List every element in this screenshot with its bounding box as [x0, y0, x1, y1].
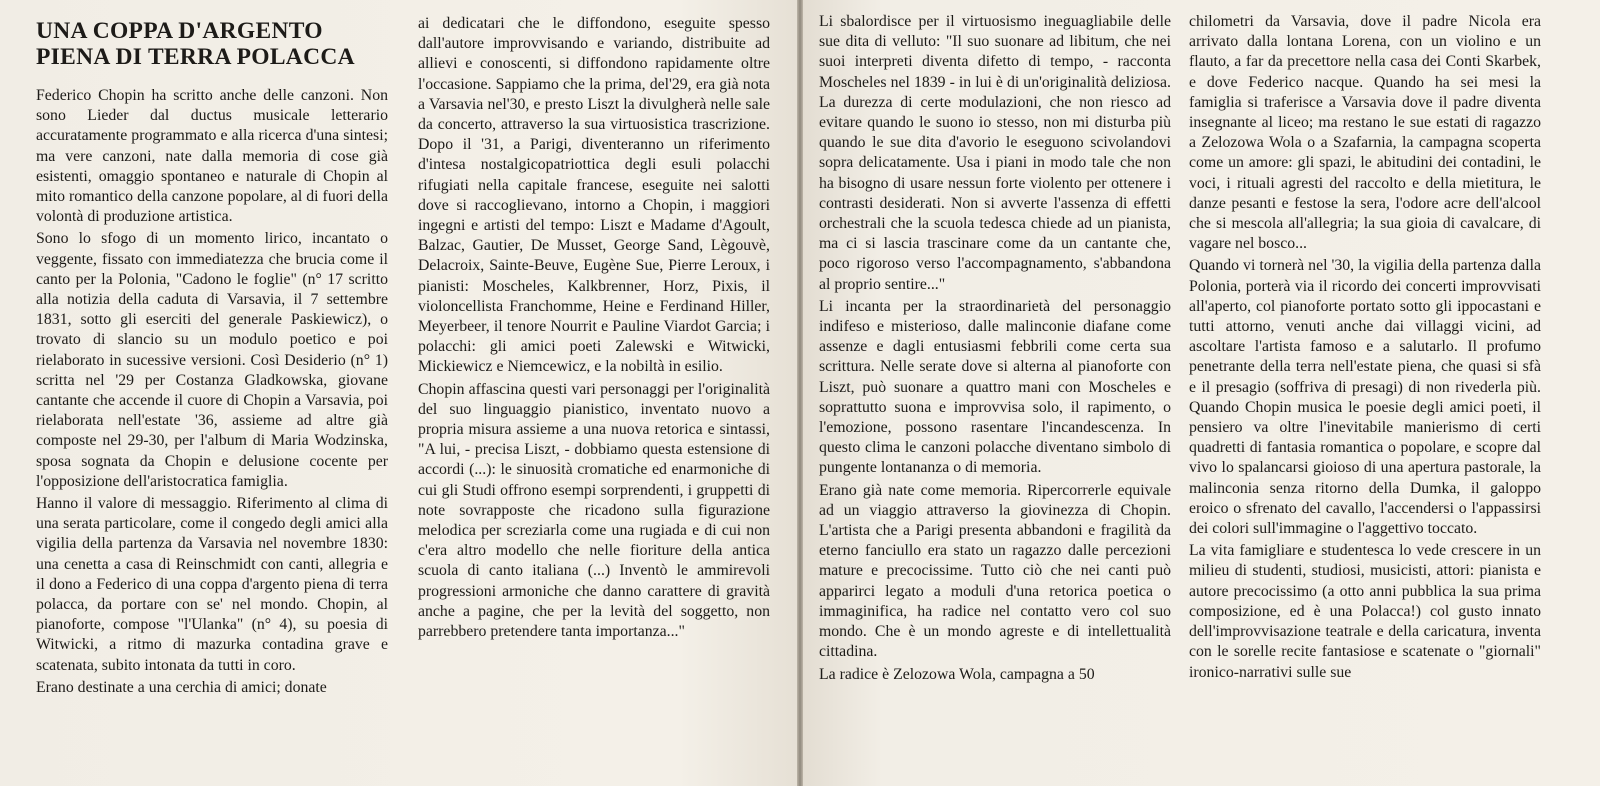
paragraph: La radice è Zelozowa Wola, campagna a 50 [819, 665, 1095, 683]
paragraph: Chopin affascina questi vari personaggi per l'originalità del suo linguaggio pianistico, inventato nuovo a propria misura assieme a una nuova retorica e sintassi, "A lui, - precisa Liszt, - dobbiamo questa estensione di accordi (...): le sinuosità cromatiche ed enarmoniche di cui gli Studi offrono esempi sorprendenti, i gruppetti di note sovrapposte che ricadono sulla figurazione melodica per screziarla come una rugiada e di cui non c'era altro modello che nelle fioriture della antica scuola di canto italiana (...) Inventò le ammirevoli progressioni armoniche che danno carattere di gravità anche a pagine, che per la levità del soggetto, non parrebbero pretendere tanta importanza..." [418, 380, 770, 641]
paragraph: Hanno il valore di messaggio. Riferimento al clima di una serata particolare, come il congedo degli amici alla vigilia della partenza da Varsavia nel novembre 1830: una cenetta a casa di Reinschmidt con canti, allegria e il dono a Federico di una coppa d'argento piena di terra polacca, da portare con se' nel mondo. Chopin, al pianoforte, compose "l'Ulanka" (n° 4), su poesia di Witwicki, a ritmo di mazurka contadina grave e scatenata, subito intonata da tutti in coro. [36, 495, 388, 674]
paragraph: Federico Chopin ha scritto anche delle canzoni. Non sono Lieder dal ductus musicale letterario accuratamente programmato e alla ricerca d'una sintesi; ma vere canzoni, nate dalla memoria di cose già esistenti, omaggio spontaneo e naturale di Chopin al mito romantico della canzone popolare, al di fuori della volontà di produzione artistica. [36, 87, 388, 226]
title-line-2: PIENA DI TERRA POLACCA [36, 44, 355, 70]
paragraph: Li incanta per la straordinarietà del personaggio indifeso e misterioso, dalle malinconie diafane come assenze e dagli entusiasmi febbrili come certa sua scrittura. Nelle serate dove si alterna al pianoforte con Liszt, può suonare a quattro mani con Moscheles e soprattutto suona e improvvisa solo, il rapimento, o l'emozione, possono rasentare l'incandescenza. In questo clima le canzoni polacche diventano simbolo di pungente lontananza o di memoria. [819, 297, 1171, 477]
paragraph: Sono lo sfogo di un momento lirico, incantato o veggente, fissato con immediatezza che brucia come il canto per la Polonia, "Cadono le foglie" (n° 17 scritto alla notizia della caduta di Varsavia, il 7 settembre 1831, sotto gli eserciti del generale Paskiewicz), o trovato di slancio su un modulo poetico e poi rielaborato in sucessive versioni. Così Desiderio (n° 1) scritta nel '29 per Costanza Gladkowska, giovane cantante che accende il cuore di Chopin a Varsavia, poi rielaborata nell'estate '36, assieme ad altre già composte nel 29-30, per l'album di Maria Wodzinska, sposa sognata da Chopin e delusione cocente per l'opposizione dell'aristocratica famiglia. [36, 230, 388, 490]
paragraph: chilometri da Varsavia, dove il padre Nicola era arrivato dalla lontana Lorena, con un violino e un flauto, a far da precettore nella casa dei Conti Skarbek, e dove Federico nacque. Quando ha sei mesi la famiglia si traferisce a Varsavia dove il padre diventa insegnante al liceo; ma restano le sue estati di ragazzo a Zelozowa Wola o a Szafarnia, la campagna scoperta come un amore: gli spazi, le abitudini dei contadini, le voci, i rituali agresti del raccolto e della mietitura, le danze pesanti e festose la sera, l'odore acre dell'alcool che si mescola all'allegria; la sua gioia di cavalcare, di vagare nel bosco... [1189, 13, 1541, 253]
article-title [36, 18, 388, 70]
paragraph: Erano destinate a una cerchia di amici; donate [36, 678, 327, 696]
paragraph: Erano già nate come memoria. Ripercorrerle equivale ad un viaggio attraverso la giovinezza di Chopin. L'artista che a Parigi presenta abbandoni e fragilità da eterno fanciullo era stato un ragazzo dalle percezioni mature e precocissime. Tutto ciò che nei canti può apparirci legato a moduli d'una retorica poetica o immaginifica, ha radice nel contatto vero col suo mondo. Che è un mondo agreste e di intellettualità cittadina. [819, 481, 1171, 661]
title-line-1: UNA COPPA D'ARGENTO [36, 18, 323, 44]
text-column-3 [819, 12, 1171, 784]
text-column-1 [36, 14, 388, 786]
text-column-2 [418, 14, 770, 786]
paragraph: Quando vi tornerà nel '30, la vigilia della partenza dalla Polonia, porterà via il ricordo dei concerti improvvisati all'aperto, col pianoforte portato sotto gli ippocastani e tutti attorno, venuti anche dai villaggi vicini, ad ascoltare l'artista famoso e a salutarlo. Il profumo penetrante della terra nell'estate piena, che quasi si sfà e il presagio (soffriva di presagi) di non rivederla più. Quando Chopin musica le poesie degli amici poeti, il pensiero va oltre l'inevitabile manierismo di certi quadretti di fantasia romantica o popolare, e scopre dal vivo lo spalancarsi gioioso di una apertura pastorale, la malinconia senza ritorno della Dumka, il galoppo eroico o sfrenato del cavallo, l'accendersi o l'appassirsi dei colori sull'immagine o l'aggettivo toccato. [1189, 257, 1541, 538]
paragraph: Li sbalordisce per il virtuosismo ineguagliabile delle sue dita di velluto: "Il suo suonare ad libitum, che nei suoi interpreti diventa difetto di tempo, - racconta Moscheles nel 1839 - in lui è di un'originalità deliziosa. La durezza di certe modulazioni, che non riesco ad evitare quando le suono io stesso, non mi disturba più quando le sue dita d'avorio le eseguono scivolandovi sopra delicatamente. Usa i piani in modo tale che non ha bisogno di usare nessun forte violento per ottenere i contrasti desiderati. Non si avverte l'assenza di effetti orchestrali che la scuola tedesca chiede ad un pianista, ma ci si lascia trascinare come da un cantante che, poco rigoroso verso l'accompagnamento, s'abbandona al proprio sentire..." [819, 13, 1171, 293]
text-column-4 [1189, 12, 1541, 784]
right-page [803, 0, 1600, 786]
paragraph: ai dedicatari che le diffondono, eseguite spesso dall'autore improvvisando e variando, distribuite ad allievi e conoscenti, si diffondono rapidamente oltre l'occasione. Sappiamo che la prima, del'29, era già nota a Varsavia nel'30, e presto Liszt la divulgherà nelle sale da concerto, attraverso la sua virtuosistica trascrizione. Dopo il '31, a Parigi, diventeranno un riferimento d'intesa nostalgicopatriottica degli esuli polacchi rifugiati nella capitale francese, eseguite nei salotti dove si raccoglievano, intorno a Chopin, i maggiori ingegni e artisti del tempo: Liszt e Madame d'Agoult, Balzac, Gautier, De Musset, George Sand, Lègouvè, Delacroix, Sainte-Beuve, Eugène Sue, Pierre Leroux, i pianisti: Moscheles, Kalkbrenner, Horz, Pixis, il violoncellista Franchomme, Heine e Ferdinand Hiller, Meyerbeer, il tenore Nourrit e Pauline Viardot Garcia; i polacchi: gli amici poeti Zalewski e Witwicki, Mickiewicz e Niemcewicz, e la nobiltà in esilio. [418, 15, 770, 376]
left-page [0, 0, 797, 786]
paragraph: La vita famigliare e studentesca lo vede crescere in un milieu di studenti, studiosi, musicisti, attori: pianista e autore precocissimo (a otto anni pubblica la sua prima composizione, ed è una Polacca!) col gusto innato dell'improvvisazione teatrale e della caricatura, inventa con le sorelle recite fantasiose e scatenate o "giornali" ironico-narrativi sulle sue [1189, 542, 1541, 681]
